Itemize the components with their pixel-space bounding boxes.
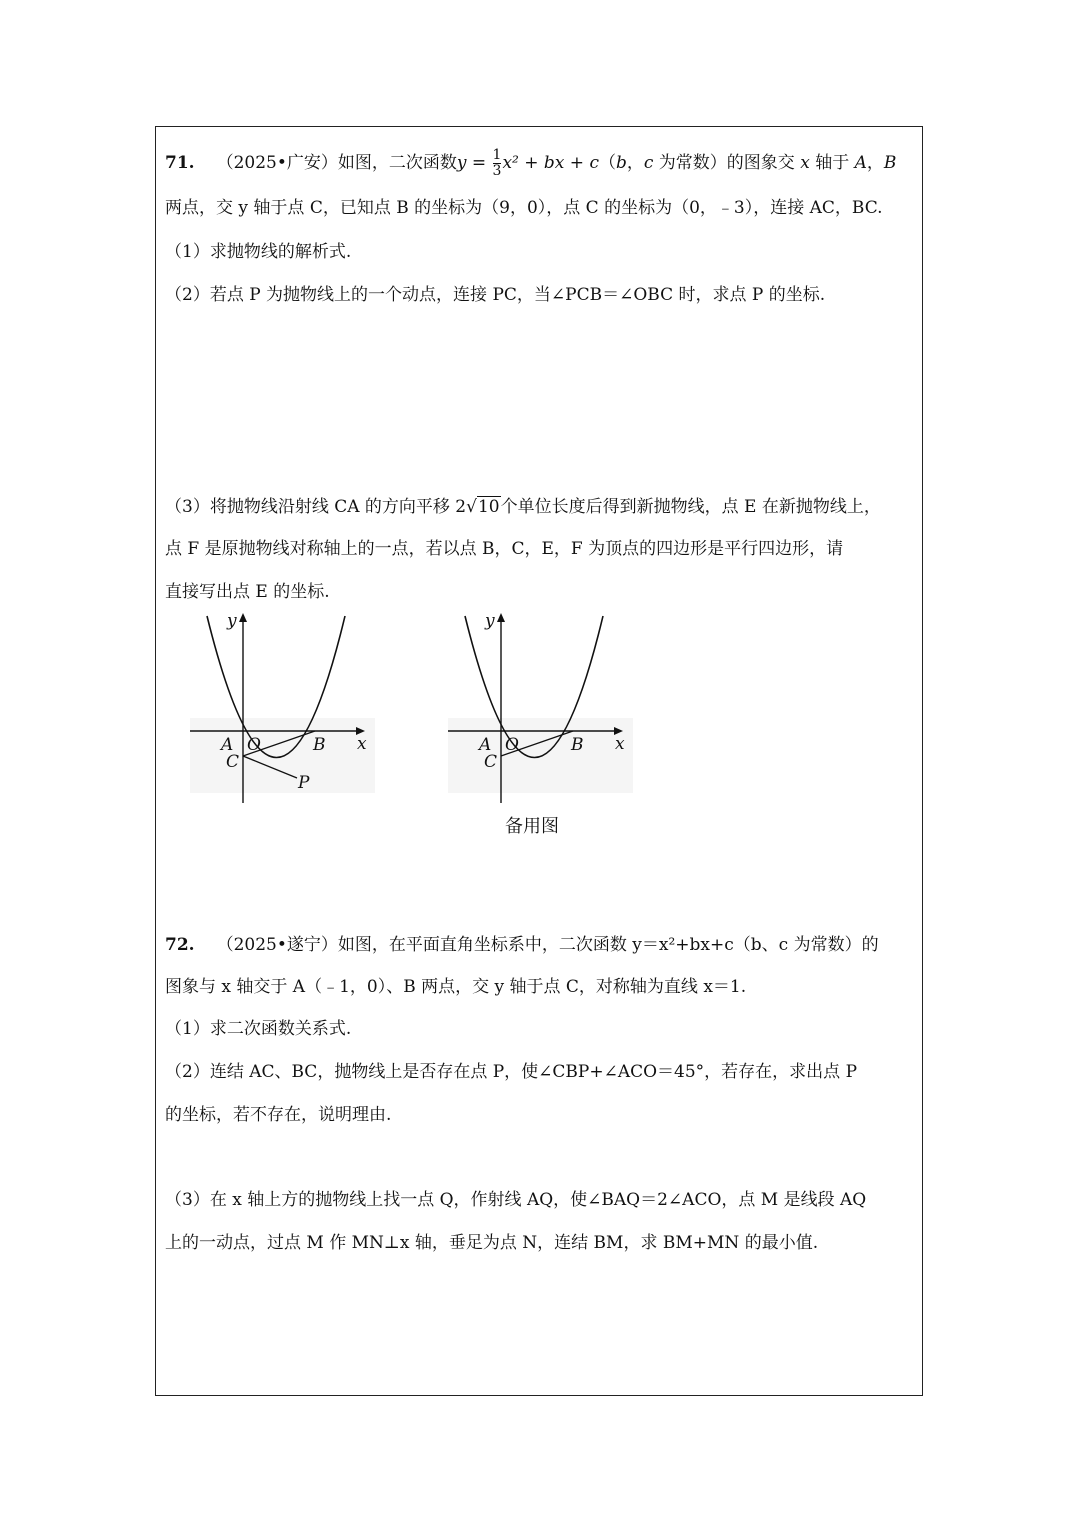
q71-number: 71.: [165, 153, 195, 173]
q71-part1: （1）求抛物线的解析式.: [165, 242, 352, 262]
q71-cond-open: （: [598, 153, 616, 173]
figure-background: [448, 718, 633, 793]
q71-part3-line2: 点 F 是原抛物线对称轴上的一点，若以点 B，C，E，F 为顶点的四边形是平行四边形，请: [165, 539, 844, 559]
label-O: O: [247, 735, 261, 755]
q71-line2: 两点，交 y 轴于点 C，已知点 B 的坐标为（9，0），点 C 的坐标为（0，﹣3），连接 AC，BC.: [165, 198, 883, 218]
q71-part3-line3: 直接写出点 E 的坐标.: [165, 582, 330, 602]
q71-B: B: [883, 153, 897, 173]
q71-fraction: [493, 148, 502, 179]
q71-formula: x² + bx + c: [502, 153, 599, 173]
label-C: C: [484, 752, 498, 772]
q72-line1-text: （2025•遂宁）如图，在平面直角坐标系中，二次函数 y＝x²+bx+c（b、c 为常数）的: [216, 935, 879, 955]
label-B: B: [571, 735, 584, 755]
fraction-numerator: 1: [492, 147, 502, 163]
label-A: A: [221, 735, 234, 755]
label-y: y: [485, 611, 495, 631]
figure-caption: 备用图: [505, 816, 559, 837]
label-A: A: [479, 735, 492, 755]
figure-spare-graph: [443, 608, 638, 808]
label-x: x: [615, 734, 625, 754]
q71-x: x: [800, 153, 810, 173]
q71-comma: ，: [626, 153, 644, 173]
label-x: x: [357, 734, 367, 754]
q71-part3-b: 个单位长度后得到新抛物线，点 E 在新抛物线上，: [500, 497, 881, 517]
y-axis-arrow: [239, 613, 247, 622]
figure-background: [190, 718, 375, 793]
q71-sqrt-value: 10: [477, 497, 500, 517]
q71-axis-text: 轴于: [809, 153, 855, 173]
q72-part3-line2: 上的一动点，过点 M 作 MN⊥x 轴，垂足为点 N，连结 BM，求 BM+MN 的最小值.: [165, 1233, 819, 1253]
label-O: O: [505, 735, 519, 755]
q71-b: b: [615, 153, 627, 173]
y-axis-arrow: [497, 613, 505, 622]
label-B: B: [313, 735, 326, 755]
q72-number: 72.: [165, 935, 195, 955]
label-C: C: [226, 752, 240, 772]
q71-cond-end: 为常数）的图象交: [653, 153, 801, 173]
q72-line2: 图象与 x 轴交于 A（﹣1，0）、B 两点，交 y 轴于点 C，对称轴为直线 x＝1.: [165, 977, 747, 997]
q72-part2-line1: （2）连结 AC、BC，抛物线上是否存在点 P，使∠CBP+∠ACO＝45°，若存在，求出点 P: [165, 1062, 858, 1082]
q71-line1: 71. （2025•广安）如图，二次函数y = $\frac{1}{3}$ x² + bx + c（b，c 为常数）的图象交 x 轴于 A，B: [165, 147, 897, 179]
q71-part2: （2）若点 P 为抛物线上的一个动点，连接 PC，当∠PCB＝∠OBC 时，求点 P 的坐标.: [165, 285, 826, 305]
q71-c: c: [643, 153, 654, 173]
q72-line1: [165, 934, 879, 956]
q72-part2-line2: 的坐标，若不存在，说明理由.: [165, 1105, 392, 1125]
figure-main-graph: [185, 608, 380, 808]
q72-part1: （1）求二次函数关系式.: [165, 1019, 352, 1039]
label-y: y: [227, 611, 237, 631]
q71-A: A: [854, 153, 867, 173]
label-P: P: [298, 773, 310, 793]
q71-part3-a: （3）将抛物线沿射线 CA 的方向平移 2: [165, 497, 467, 517]
q71-part3-line1: （3）将抛物线沿射线 CA 的方向平移 2√10个单位长度后得到新抛物线，点 E 在新抛物线上，: [165, 497, 881, 517]
fraction-denominator: 3: [492, 163, 502, 179]
q72-part3-line1: （3）在 x 轴上方的抛物线上找一点 Q，作射线 AQ，使∠BAQ＝2∠ACO，点 M 是线段 AQ: [165, 1190, 867, 1210]
q71-source: （2025•广安）如图，二次函数: [216, 153, 457, 173]
